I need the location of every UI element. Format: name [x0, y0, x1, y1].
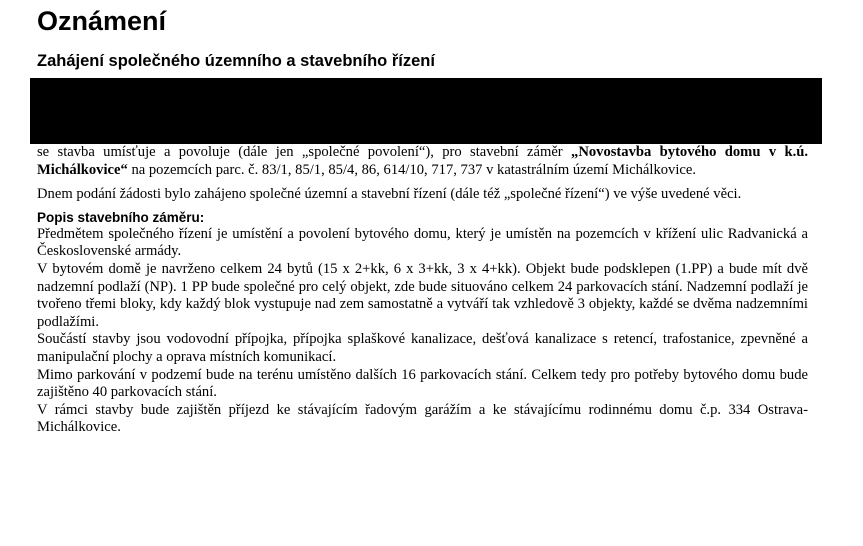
description-paragraph-5: V rámci stavby bude zajištěn příjezd ke stávajícím řadovým garážím a ke stávajícímu rodinnému domu č.p. 334 Ostrava-Michálkovice.: [37, 401, 808, 436]
project-name: „Novostavba bytového domu v k.ú. Michálkovice“: [37, 144, 808, 178]
intro-text-end: na pozemcích parc. č. 83/1, 85/1, 85/4, 86, 614/10, 717, 737 v katastrálním území Michálkovice.: [127, 161, 697, 178]
document-title: Oznámení: [37, 6, 167, 36]
description-paragraph-3: Součástí stavby jsou vodovodní přípojka, přípojka splaškové kanalizace, dešťová kanalizace s retencí, trafostanice, zpevněné a manipulační plochy a oprava místních komunikací.: [37, 331, 808, 365]
document-body: [37, 144, 808, 437]
section-heading: Popis stavebního záměru:: [37, 209, 205, 225]
intro-text-start: se stavba umísťuje a povoluje (dále jen „společné povolení“), pro stavební záměr: [37, 144, 572, 160]
redaction-block: [30, 78, 822, 144]
description-paragraph-4: Mimo parkování v podzemí bude na terénu umístěno dalších 16 parkovacích stání. Celkem tedy pro potřeby bytového domu bude zajištěno 40 parkovacích stání.: [37, 366, 808, 401]
commencement-paragraph: Dnem podání žádosti bylo zahájeno společné územní a stavební řízení (dále též „společné řízení“) ve výše uvedené věci.: [37, 186, 742, 203]
description-paragraph-1: Předmětem společného řízení je umístění a povolení bytového domu, který je umístěn na pozemcích v křížení ulic Radvanická a Československé armády.: [37, 225, 808, 260]
description-paragraph-2: V bytovém domě je navrženo celkem 24 bytů (15 x 2+kk, 6 x 3+kk, 3 x 4+kk). Objekt bude podsklepen (1.PP) a bude mít dvě nadzemní podlaží (NP). 1 PP bude společné pro celý objekt, zde bude situováno celkem 24 parkovacích stání. Nadzemní podlaží je tvořeno třemi bloky, kdy každý blok vystupuje nad zem samostatně a vytváří tak vzhledově 3 objekty, každé se dvěma nadzemními podlažími.: [37, 260, 808, 330]
document-subtitle: Zahájení společného územního a stavebního řízení: [37, 52, 435, 70]
intro-paragraph: [37, 144, 808, 179]
